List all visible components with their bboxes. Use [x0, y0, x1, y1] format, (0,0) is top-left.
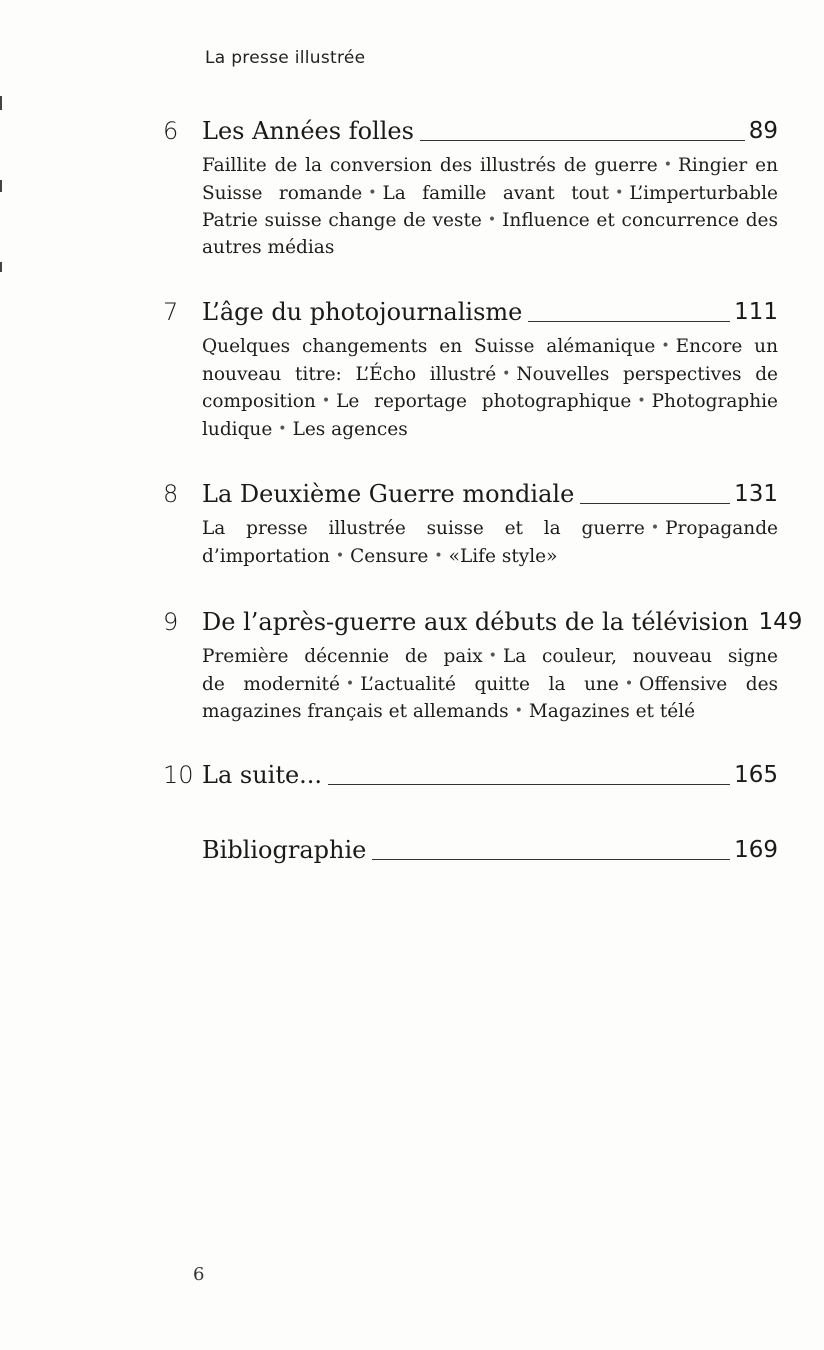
summary-item: Censure — [350, 545, 429, 567]
dotted-leader — [580, 502, 730, 504]
summary-item: La presse illustrée suisse et la guerre — [202, 518, 645, 539]
summary-item: Influence et concurrence des — [502, 210, 779, 231]
summary-item: Ringier en — [677, 155, 778, 176]
summary-item: ludique — [202, 418, 273, 440]
chapter-number: 6 — [163, 117, 179, 145]
summary-item: Nouvelles perspectives de — [516, 363, 778, 385]
chapter-number: 8 — [163, 480, 179, 508]
summary-item: Photographie — [651, 391, 778, 412]
summary-item: autres médias — [202, 236, 335, 258]
summary-item: Quelques changements en Suisse alémanique — [202, 336, 656, 357]
chapter-page-number: 165 — [734, 762, 778, 788]
chapter-page-number: 89 — [748, 118, 778, 144]
summary-item: La couleur, nouveau signe — [502, 646, 778, 667]
scan-artifact — [0, 262, 2, 272]
summary-item: Le reportage photographique — [336, 391, 632, 412]
summary-item: Faillite de la conversion des illustrés de guerre — [202, 155, 658, 176]
chapter-page-number: 111 — [734, 299, 778, 325]
summary-item: magazines français et allemands — [202, 701, 509, 722]
summary-item: Suisse romande — [202, 182, 363, 204]
summary-item: Magazines et télé — [528, 701, 696, 722]
chapter-summary: Première décennie de paix • La couleur, nouveau signe de modernité • L’actualité quitte la une • Offensive des magazines français et allemands • Magazines et télé — [202, 646, 779, 722]
chapter-summary: La presse illustrée suisse et la guerre • Propagande d’importation • Censure • «Life style» — [202, 518, 778, 567]
summary-item: Encore un — [675, 336, 778, 357]
scan-artifact — [0, 96, 2, 110]
chapter-page-number: 131 — [734, 481, 778, 507]
summary-item: Offensive des — [639, 673, 779, 695]
summary-item: composition — [202, 391, 316, 412]
summary-item: Propagande — [665, 518, 778, 539]
chapter-title: L’âge du photojournalisme — [202, 298, 523, 326]
chapter-page-number: 169 — [734, 837, 778, 863]
summary-item: «Life style» — [448, 545, 558, 567]
dotted-leader — [528, 320, 730, 322]
chapter-title: La Deuxième Guerre mondiale — [202, 480, 575, 508]
dotted-leader — [420, 139, 745, 141]
summary-item: Les agences — [292, 418, 408, 440]
chapter-summary: Quelques changements en Suisse alémanique • Encore un nouveau titre: L’Écho illustré • Nouvelles perspectives de composition • Le reportage photographique • Photographie ludique • Les agences — [202, 336, 778, 440]
summary-item: Première décennie de paix — [202, 646, 483, 667]
page-folio: 6 — [193, 1264, 205, 1285]
dotted-leader — [372, 858, 730, 860]
chapter-title: Les Années folles — [202, 117, 414, 145]
summary-item: de modernité — [202, 673, 340, 695]
running-head: La presse illustrée — [205, 48, 366, 68]
summary-item: L’actualité quitte la une — [360, 673, 619, 695]
chapter-number: 10 — [163, 761, 194, 789]
summary-item: L’imperturbable — [629, 182, 778, 204]
chapter-title: Bibliographie — [202, 836, 367, 864]
summary-item: d’importation — [202, 545, 330, 567]
chapter-summary: Faillite de la conversion des illustrés de guerre • Ringier en Suisse romande • La famille avant tout • L’imperturbable Patrie suisse change de veste • Influence et concurrence des autres médias — [202, 155, 779, 258]
chapter-number: 9 — [163, 608, 179, 636]
scan-artifact — [0, 180, 2, 192]
dotted-leader — [328, 783, 730, 785]
summary-item: nouveau titre: L’Écho illustré — [202, 363, 497, 385]
chapter-number: 7 — [163, 298, 179, 326]
chapter-title: De l’après-guerre aux débuts de la télévision — [202, 608, 749, 636]
summary-item: Patrie suisse change de veste — [202, 210, 482, 231]
chapter-title: La suite... — [202, 761, 323, 789]
chapter-page-number: 149 — [758, 609, 803, 635]
summary-item: La famille avant tout — [382, 182, 610, 204]
